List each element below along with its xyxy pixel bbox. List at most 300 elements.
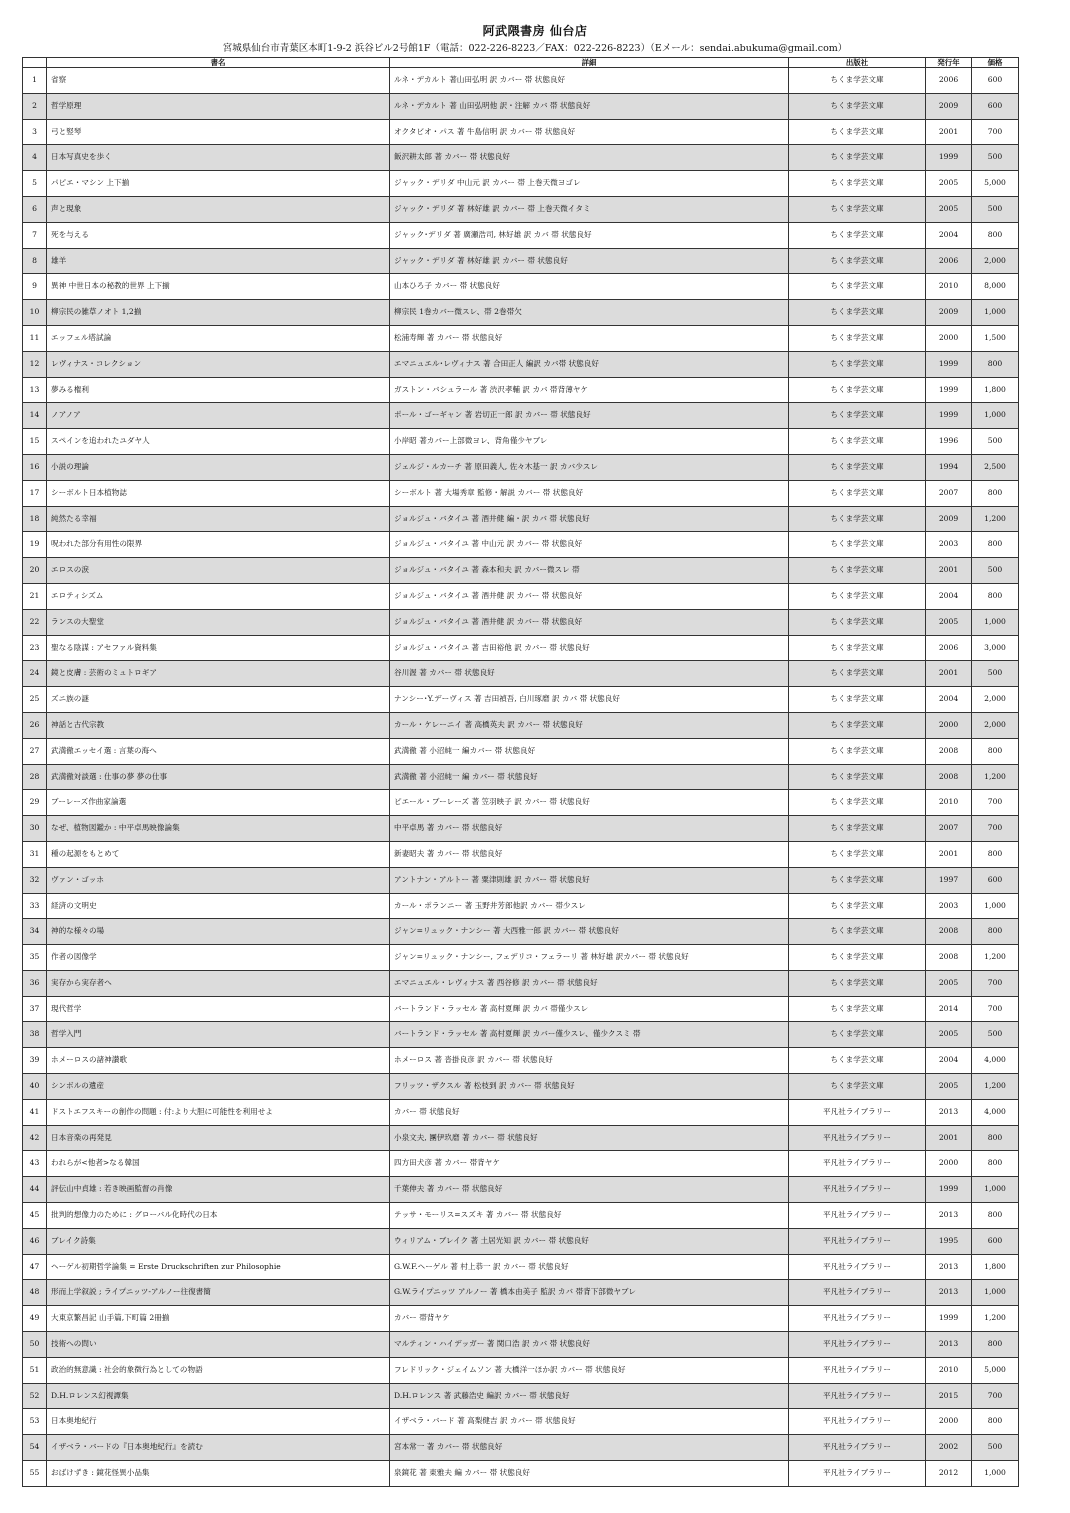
table-row [23, 764, 1019, 790]
row-number: 19 [23, 532, 47, 558]
book-title: シーボルト日本植物誌 [47, 480, 390, 506]
book-title: 神話と古代宗教 [47, 712, 390, 738]
price: 600 [972, 867, 1019, 893]
table-row [23, 1228, 1019, 1254]
publisher: ちくま学芸文庫 [789, 403, 926, 429]
table-row [23, 506, 1019, 532]
price: 800 [972, 583, 1019, 609]
book-detail: アントナン・アルトー 著 粟津則雄 訳 カバー 帯 状態良好 [390, 867, 789, 893]
table-row [23, 1357, 1019, 1383]
price: 1,800 [972, 1254, 1019, 1280]
publish-year: 2013 [926, 1280, 972, 1306]
price: 500 [972, 661, 1019, 687]
publisher: ちくま学芸文庫 [789, 248, 926, 274]
table-row [23, 996, 1019, 1022]
book-detail: ジャン=リュック・ナンシー 著 大西雅一郎 訳 カバー 帯 状態良好 [390, 919, 789, 945]
table-row [23, 1332, 1019, 1358]
price: 500 [972, 558, 1019, 584]
publish-year: 2001 [926, 1125, 972, 1151]
row-number: 36 [23, 970, 47, 996]
row-number: 53 [23, 1409, 47, 1435]
book-title: 小説の理論 [47, 454, 390, 480]
row-number: 30 [23, 816, 47, 842]
publisher: ちくま学芸文庫 [789, 583, 926, 609]
book-detail: ガストン・バシュラール 著 渋沢孝輔 訳 カバ 帯背薄ヤケ [390, 377, 789, 403]
publish-year: 1997 [926, 867, 972, 893]
publish-year: 2006 [926, 248, 972, 274]
book-detail: 武満徹 著 小沼純一 編 カバー 帯 状態良好 [390, 764, 789, 790]
publisher: ちくま学芸文庫 [789, 377, 926, 403]
book-detail: 谷川渥 著 カバー 帯 状態良好 [390, 661, 789, 687]
table-row [23, 867, 1019, 893]
publish-year: 2000 [926, 1151, 972, 1177]
table-row [23, 222, 1019, 248]
price: 1,000 [972, 609, 1019, 635]
row-number: 33 [23, 893, 47, 919]
price: 700 [972, 119, 1019, 145]
book-detail: テッサ・モーリス=スズキ 著 カバー 帯 状態良好 [390, 1203, 789, 1229]
book-detail: 中平卓馬 著 カバー 帯 状態良好 [390, 816, 789, 842]
row-number: 16 [23, 454, 47, 480]
book-title: 省察 [47, 68, 390, 94]
publish-year: 1999 [926, 403, 972, 429]
table-row [23, 816, 1019, 842]
publisher: 平凡社ライブラリー [789, 1280, 926, 1306]
publisher: 平凡社ライブラリー [789, 1383, 926, 1409]
table-row [23, 712, 1019, 738]
row-number: 24 [23, 661, 47, 687]
row-number: 46 [23, 1228, 47, 1254]
book-detail: ジャック・デリダ 著 林好雄 訳 カバー 帯 上巻天微イタミ [390, 196, 789, 222]
book-detail: カール・ポランニー 著 玉野井芳郎他訳 カバー 帯少スレ [390, 893, 789, 919]
book-detail: ジョルジュ・バタイユ 著 酒井健 編・訳 カバ 帯 状態良好 [390, 506, 789, 532]
row-number: 34 [23, 919, 47, 945]
publisher: ちくま学芸文庫 [789, 635, 926, 661]
book-title: エロスの涙 [47, 558, 390, 584]
publish-year: 2013 [926, 1203, 972, 1229]
price: 500 [972, 1435, 1019, 1461]
table-row [23, 1280, 1019, 1306]
publish-year: 2001 [926, 841, 972, 867]
price: 800 [972, 1332, 1019, 1358]
book-title: 柳宗民の雑草ノオト 1,2揃 [47, 300, 390, 326]
book-title: 日本写真史を歩く [47, 145, 390, 171]
table-row [23, 274, 1019, 300]
book-detail: ポール・ゴーギャン 著 岩切正一郎 訳 カバー 帯 状態良好 [390, 403, 789, 429]
row-number: 12 [23, 351, 47, 377]
book-title: ヘーゲル初期哲学論集 = Erste Druckschriften zur Philosophie [47, 1254, 390, 1280]
row-number: 32 [23, 867, 47, 893]
table-row [23, 429, 1019, 455]
table-row [23, 1409, 1019, 1435]
publish-year: 2007 [926, 816, 972, 842]
price: 800 [972, 351, 1019, 377]
price: 1,200 [972, 1074, 1019, 1100]
row-number: 52 [23, 1383, 47, 1409]
header-year: 発行年 [926, 58, 972, 68]
publish-year: 2005 [926, 1074, 972, 1100]
book-title: 経済の文明史 [47, 893, 390, 919]
table-row [23, 893, 1019, 919]
publish-year: 2000 [926, 712, 972, 738]
book-detail: ウィリアム・ブレイク 著 土居光知 訳 カバー 帯 状態良好 [390, 1228, 789, 1254]
publisher: ちくま学芸文庫 [789, 867, 926, 893]
publish-year: 2003 [926, 893, 972, 919]
book-title: 聖なる陰謀 : アセファル資料集 [47, 635, 390, 661]
price: 1,500 [972, 325, 1019, 351]
publisher: ちくま学芸文庫 [789, 532, 926, 558]
book-title: イザベラ・バードの『日本奥地紀行』を読む [47, 1435, 390, 1461]
price: 1,000 [972, 1280, 1019, 1306]
publisher: ちくま学芸文庫 [789, 790, 926, 816]
publish-year: 2015 [926, 1383, 972, 1409]
price: 1,000 [972, 1461, 1019, 1487]
book-title: スペインを追われたユダヤ人 [47, 429, 390, 455]
publisher: ちくま学芸文庫 [789, 222, 926, 248]
row-number: 48 [23, 1280, 47, 1306]
book-title: 形而上学叙説 ; ライプニッツ-アルノー往復書簡 [47, 1280, 390, 1306]
book-detail: 飯沢耕太郎 著 カバー 帯 状態良好 [390, 145, 789, 171]
book-title: 雄羊 [47, 248, 390, 274]
row-number: 10 [23, 300, 47, 326]
publisher: ちくま学芸文庫 [789, 454, 926, 480]
price: 500 [972, 196, 1019, 222]
book-title: エッフェル塔試論 [47, 325, 390, 351]
publisher: 平凡社ライブラリー [789, 1461, 926, 1487]
book-title: 技術への問い [47, 1332, 390, 1358]
book-title: 夢みる権利 [47, 377, 390, 403]
book-title: ドストエフスキーの創作の問題 : 付:より大胆に可能性を利用せよ [47, 1099, 390, 1125]
book-title: 呪われた部分有用性の限界 [47, 532, 390, 558]
book-title: D.H.ロレンス幻視譚集 [47, 1383, 390, 1409]
publish-year: 2007 [926, 480, 972, 506]
row-number: 38 [23, 1022, 47, 1048]
table-row [23, 377, 1019, 403]
publisher: 平凡社ライブラリー [789, 1203, 926, 1229]
price: 800 [972, 738, 1019, 764]
book-detail: ジョルジュ・バタイユ 著 吉田裕他 訳 カバー 帯 状態良好 [390, 635, 789, 661]
publish-year: 1999 [926, 145, 972, 171]
header-no [23, 58, 47, 68]
publisher: ちくま学芸文庫 [789, 945, 926, 971]
table-row [23, 841, 1019, 867]
table-row [23, 1435, 1019, 1461]
table-row [23, 196, 1019, 222]
book-detail: ホメーロス 著 沓掛良彦 訳 カバー 帯 状態良好 [390, 1048, 789, 1074]
row-number: 39 [23, 1048, 47, 1074]
publish-year: 2006 [926, 635, 972, 661]
book-detail: 千葉伸夫 著 カバー 帯 状態良好 [390, 1177, 789, 1203]
book-detail: 四方田犬彦 著 カバー 帯背ヤケ [390, 1151, 789, 1177]
book-title: ブレイク詩集 [47, 1228, 390, 1254]
book-detail: 松浦寿輝 著 カバー 帯 状態良好 [390, 325, 789, 351]
price: 800 [972, 222, 1019, 248]
table-row [23, 1074, 1019, 1100]
publish-year: 2001 [926, 558, 972, 584]
publish-year: 2009 [926, 506, 972, 532]
publisher: ちくま学芸文庫 [789, 68, 926, 94]
publish-year: 2009 [926, 93, 972, 119]
price: 800 [972, 1203, 1019, 1229]
price: 1,200 [972, 506, 1019, 532]
book-detail: 新妻昭夫 著 カバー 帯 状態良好 [390, 841, 789, 867]
row-number: 17 [23, 480, 47, 506]
publisher: ちくま学芸文庫 [789, 996, 926, 1022]
table-row [23, 738, 1019, 764]
book-title: 純然たる幸福 [47, 506, 390, 532]
header-publisher: 出版社 [789, 58, 926, 68]
book-title: 鏡と皮膚 : 芸術のミュトロギア [47, 661, 390, 687]
row-number: 25 [23, 687, 47, 713]
book-title: ズニ族の謎 [47, 687, 390, 713]
book-detail: D.H.ロレンス 著 武藤浩史 編訳 カバー 帯 状態良好 [390, 1383, 789, 1409]
table-row [23, 1461, 1019, 1487]
book-detail: G.W.F.ヘーゲル 著 村上恭一 訳 カバー 帯 状態良好 [390, 1254, 789, 1280]
publisher: ちくま学芸文庫 [789, 506, 926, 532]
publisher: ちくま学芸文庫 [789, 1022, 926, 1048]
row-number: 9 [23, 274, 47, 300]
table-row [23, 609, 1019, 635]
publisher: ちくま学芸文庫 [789, 93, 926, 119]
publish-year: 2013 [926, 1332, 972, 1358]
table-header-row [23, 58, 1019, 68]
price: 1,800 [972, 377, 1019, 403]
header-detail: 詳細 [390, 58, 789, 68]
row-number: 11 [23, 325, 47, 351]
publish-year: 2002 [926, 1435, 972, 1461]
row-number: 27 [23, 738, 47, 764]
price: 600 [972, 93, 1019, 119]
store-address: 宮城県仙台市青葉区本町1-9-2 浜谷ビル2号館1F（電話：022-226-8223／FAX：022-226-8223）（Eメール：sendai.abukuma@gmail.com） [222, 43, 848, 54]
publish-year: 2010 [926, 790, 972, 816]
row-number: 31 [23, 841, 47, 867]
book-detail: フリッツ・ザクスル 著 松枝到 訳 カバー 帯 状態良好 [390, 1074, 789, 1100]
publisher: ちくま学芸文庫 [789, 1048, 926, 1074]
book-inventory-table [22, 57, 1019, 1487]
book-detail: バートランド・ラッセル 著 高村夏輝 訳 カバ 帯僅少スレ [390, 996, 789, 1022]
publisher: 平凡社ライブラリー [789, 1357, 926, 1383]
book-title: 武満徹対談選 : 仕事の夢 夢の仕事 [47, 764, 390, 790]
price: 5,000 [972, 171, 1019, 197]
book-detail: 泉鏡花 著 東雅夫 編 カバー 帯 状態良好 [390, 1461, 789, 1487]
book-title: 作者の図像学 [47, 945, 390, 971]
row-number: 2 [23, 93, 47, 119]
table-row [23, 1203, 1019, 1229]
table-row [23, 1099, 1019, 1125]
price: 800 [972, 1151, 1019, 1177]
table-row [23, 145, 1019, 171]
book-title: 大東京繁昌記 山手篇,下町篇 2冊揃 [47, 1306, 390, 1332]
book-detail: ルネ・デカルト 著 山田弘明他 訳・注解 カバ 帯 状態良好 [390, 93, 789, 119]
price: 800 [972, 480, 1019, 506]
book-title: シンボルの遺産 [47, 1074, 390, 1100]
publish-year: 1999 [926, 1177, 972, 1203]
book-title: 武満徹エッセイ選 : 言葉の海へ [47, 738, 390, 764]
row-number: 22 [23, 609, 47, 635]
row-number: 26 [23, 712, 47, 738]
publisher: ちくま学芸文庫 [789, 687, 926, 713]
row-number: 29 [23, 790, 47, 816]
table-row [23, 687, 1019, 713]
table-row [23, 325, 1019, 351]
publisher: 平凡社ライブラリー [789, 1254, 926, 1280]
price: 1,000 [972, 403, 1019, 429]
row-number: 20 [23, 558, 47, 584]
publish-year: 2008 [926, 764, 972, 790]
publisher: ちくま学芸文庫 [789, 480, 926, 506]
book-detail: ジョルジュ・バタイユ 著 森本和夫 訳 カバー微スレ 帯 [390, 558, 789, 584]
price: 2,000 [972, 687, 1019, 713]
price: 600 [972, 68, 1019, 94]
publisher: ちくま学芸文庫 [789, 351, 926, 377]
price: 700 [972, 816, 1019, 842]
book-title: 弓と竪琴 [47, 119, 390, 145]
book-detail: カバー 帯背ヤケ [390, 1306, 789, 1332]
book-detail: ピエール・ブーレーズ 著 笠羽映子 訳 カバー 帯 状態良好 [390, 790, 789, 816]
price: 800 [972, 532, 1019, 558]
publish-year: 1999 [926, 377, 972, 403]
table-row [23, 558, 1019, 584]
book-detail: 武満徹 著 小沼純一 編カバー 帯 状態良好 [390, 738, 789, 764]
table-row [23, 119, 1019, 145]
table-row [23, 661, 1019, 687]
table-row [23, 945, 1019, 971]
book-title: 日本音楽の再発見 [47, 1125, 390, 1151]
publish-year: 2009 [926, 300, 972, 326]
table-row [23, 1177, 1019, 1203]
book-title: 批判的想像力のために : グローバル化時代の日本 [47, 1203, 390, 1229]
table-row [23, 790, 1019, 816]
book-detail: 宮本常一 著 カバー 帯 状態良好 [390, 1435, 789, 1461]
row-number: 28 [23, 764, 47, 790]
row-number: 43 [23, 1151, 47, 1177]
publisher: 平凡社ライブラリー [789, 1125, 926, 1151]
price: 700 [972, 970, 1019, 996]
publisher: 平凡社ライブラリー [789, 1332, 926, 1358]
book-detail: イザベラ・バード 著 高梨健吉 訳 カバー 帯 状態良好 [390, 1409, 789, 1435]
table-row [23, 1151, 1019, 1177]
publish-year: 1996 [926, 429, 972, 455]
book-title: エロティシズム [47, 583, 390, 609]
price: 700 [972, 790, 1019, 816]
publisher: 平凡社ライブラリー [789, 1435, 926, 1461]
book-title: レヴィナス・コレクション [47, 351, 390, 377]
publish-year: 2004 [926, 583, 972, 609]
price: 1,200 [972, 764, 1019, 790]
book-title: われらが<他者>なる韓国 [47, 1151, 390, 1177]
publisher: ちくま学芸文庫 [789, 196, 926, 222]
table-row [23, 300, 1019, 326]
book-title: パピエ・マシン 上下揃 [47, 171, 390, 197]
book-title: 死を与える [47, 222, 390, 248]
book-title: 日本奥地紀行 [47, 1409, 390, 1435]
book-title: 種の起源をもとめて [47, 841, 390, 867]
book-title: 政治的無意識 : 社会的象徴行為としての物語 [47, 1357, 390, 1383]
book-detail: 小岸昭 著カバー上部微ヨレ、背角僅少ヤブレ [390, 429, 789, 455]
row-number: 40 [23, 1074, 47, 1100]
publish-year: 2008 [926, 945, 972, 971]
table-row [23, 1383, 1019, 1409]
book-title: なぜ、植物図鑑か : 中平卓馬映像論集 [47, 816, 390, 842]
book-detail: ジャック・デリダ 中山元 訳 カバー 帯 上巻天微ヨゴレ [390, 171, 789, 197]
table-row [23, 68, 1019, 94]
book-detail: エマニュエル･レヴィナス 著 合田正人 編訳 カバ帯 状態良好 [390, 351, 789, 377]
row-number: 18 [23, 506, 47, 532]
publisher: ちくま学芸文庫 [789, 816, 926, 842]
header-price: 価格 [972, 58, 1019, 68]
row-number: 49 [23, 1306, 47, 1332]
book-detail: 柳宗民 1巻カバー微スレ、帯 2巻帯欠 [390, 300, 789, 326]
row-number: 5 [23, 171, 47, 197]
row-number: 21 [23, 583, 47, 609]
price: 8,000 [972, 274, 1019, 300]
row-number: 51 [23, 1357, 47, 1383]
book-detail: ルネ・デカルト 著山田弘明 訳 カバー 帯 状態良好 [390, 68, 789, 94]
publisher: ちくま学芸文庫 [789, 171, 926, 197]
row-number: 7 [23, 222, 47, 248]
book-detail: カール・ケレーニイ 著 高橋英夫 訳 カバー 帯 状態良好 [390, 712, 789, 738]
publish-year: 2003 [926, 532, 972, 558]
publish-year: 2005 [926, 196, 972, 222]
publish-year: 1995 [926, 1228, 972, 1254]
publisher: ちくま学芸文庫 [789, 609, 926, 635]
page-title: 阿武隈書房 仙台店 [482, 24, 588, 38]
publisher: 平凡社ライブラリー [789, 1177, 926, 1203]
publisher: 平凡社ライブラリー [789, 1228, 926, 1254]
price: 500 [972, 1022, 1019, 1048]
row-number: 45 [23, 1203, 47, 1229]
publisher: ちくま学芸文庫 [789, 429, 926, 455]
row-number: 3 [23, 119, 47, 145]
row-number: 13 [23, 377, 47, 403]
book-detail: 小泉文夫, 團伊玖磨 著 カバー 帯 状態良好 [390, 1125, 789, 1151]
book-title: 哲学入門 [47, 1022, 390, 1048]
table-row [23, 1022, 1019, 1048]
table-row [23, 583, 1019, 609]
price: 800 [972, 841, 1019, 867]
table-row [23, 970, 1019, 996]
row-number: 47 [23, 1254, 47, 1280]
publish-year: 1999 [926, 351, 972, 377]
publish-year: 2010 [926, 274, 972, 300]
table-row [23, 1306, 1019, 1332]
row-number: 37 [23, 996, 47, 1022]
header-title: 書名 [47, 58, 390, 68]
book-detail: カバー 帯 状態良好 [390, 1099, 789, 1125]
publish-year: 2001 [926, 661, 972, 687]
publish-year: 2013 [926, 1099, 972, 1125]
row-number: 14 [23, 403, 47, 429]
publish-year: 2012 [926, 1461, 972, 1487]
table-row [23, 454, 1019, 480]
table-row [23, 93, 1019, 119]
book-title: 評伝山中貞雄 : 若き映画監督の肖像 [47, 1177, 390, 1203]
publish-year: 2013 [926, 1254, 972, 1280]
publish-year: 1994 [926, 454, 972, 480]
price: 1,200 [972, 1306, 1019, 1332]
price: 3,000 [972, 635, 1019, 661]
publisher: 平凡社ライブラリー [789, 1099, 926, 1125]
row-number: 41 [23, 1099, 47, 1125]
book-title: おばけずき : 鏡花怪異小品集 [47, 1461, 390, 1487]
table-row [23, 1254, 1019, 1280]
publisher: 平凡社ライブラリー [789, 1151, 926, 1177]
publisher: ちくま学芸文庫 [789, 558, 926, 584]
publish-year: 2014 [926, 996, 972, 1022]
row-number: 23 [23, 635, 47, 661]
publish-year: 2004 [926, 1048, 972, 1074]
publish-year: 2010 [926, 1357, 972, 1383]
